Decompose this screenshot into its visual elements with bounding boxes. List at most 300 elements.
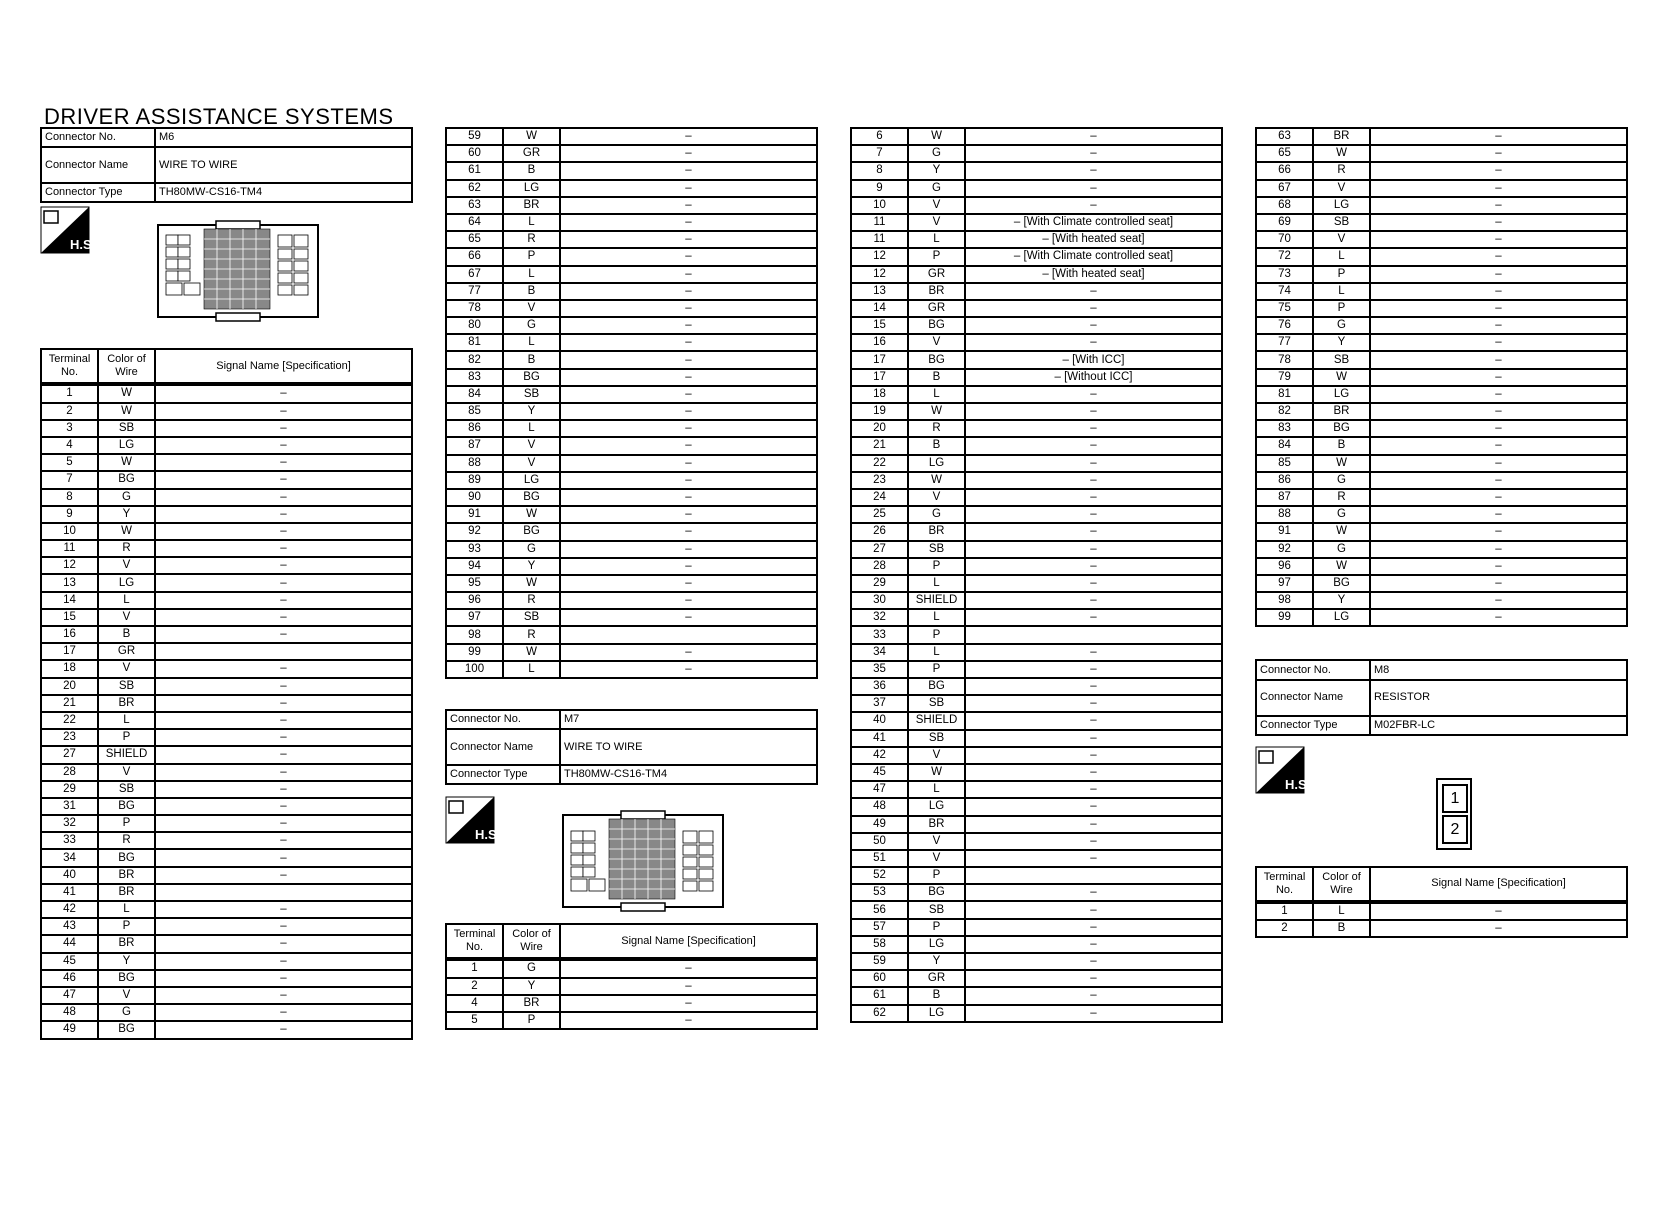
signal-cell: –: [560, 248, 817, 265]
table-row: [41, 1004, 412, 1021]
terminal-table-m6-b: [445, 127, 818, 679]
wire-color-cell: SB: [908, 901, 965, 918]
wire-color-cell: BG: [908, 317, 965, 334]
signal-cell: –: [155, 385, 412, 402]
signal-cell: –: [1370, 575, 1627, 592]
wire-color-cell: LG: [1313, 609, 1370, 626]
table-row: [851, 162, 1222, 179]
signal-cell: –: [560, 197, 817, 214]
pin-2: 2: [1442, 815, 1468, 844]
signal-cell: –: [155, 489, 412, 506]
table-row: [1256, 351, 1627, 368]
signal-cell: –: [965, 317, 1222, 334]
signal-cell: –: [155, 918, 412, 935]
terminal-header: Terminal No.: [446, 924, 503, 958]
svg-text:H.S.: H.S.: [70, 237, 96, 252]
wire-color-cell: B: [98, 626, 155, 643]
connector-name-label: Connector Name: [1256, 680, 1370, 716]
terminal-cell: 91: [1256, 523, 1313, 540]
table-row: [446, 317, 817, 334]
signal-cell: –: [965, 781, 1222, 798]
connector-info-m6: [40, 127, 413, 203]
signal-cell: – [With heated seat]: [965, 231, 1222, 248]
signal-cell: –: [560, 420, 817, 437]
terminal-cell: 59: [446, 128, 503, 145]
wire-color-cell: SB: [908, 695, 965, 712]
signal-cell: –: [560, 231, 817, 248]
table-row: [1256, 437, 1627, 454]
signal-cell: –: [560, 506, 817, 523]
table-row: [41, 987, 412, 1004]
signal-cell: –: [965, 128, 1222, 145]
harness-side-icon: [40, 206, 96, 254]
terminal-cell: 11: [851, 214, 908, 231]
connector-name-value: WIRE TO WIRE: [560, 729, 817, 765]
harness-side-icon: [1255, 746, 1311, 794]
wire-color-cell: W: [1313, 558, 1370, 575]
signal-cell: [155, 884, 412, 901]
terminal-cell: 32: [41, 815, 98, 832]
harness-side-icon: [445, 796, 501, 844]
wire-color-cell: SB: [1313, 351, 1370, 368]
signal-cell: –: [965, 592, 1222, 609]
wire-color-cell: BR: [98, 867, 155, 884]
signal-cell: –: [155, 506, 412, 523]
terminal-cell: 63: [446, 197, 503, 214]
wire-color-cell: V: [1313, 180, 1370, 197]
wire-color-cell: LG: [98, 574, 155, 591]
signal-cell: –: [1370, 283, 1627, 300]
table-row: [851, 661, 1222, 678]
wire-color-cell: P: [908, 626, 965, 643]
terminal-cell: 25: [851, 506, 908, 523]
table-row: [1256, 592, 1627, 609]
table-row: [851, 558, 1222, 575]
wire-color-cell: W: [1313, 523, 1370, 540]
terminal-cell: 40: [41, 867, 98, 884]
terminal-cell: 77: [1256, 334, 1313, 351]
signal-cell: –: [560, 609, 817, 626]
table-row: [1256, 506, 1627, 523]
terminal-cell: 29: [851, 575, 908, 592]
signal-cell: –: [155, 781, 412, 798]
table-row: [851, 901, 1222, 918]
terminal-cell: 29: [41, 781, 98, 798]
terminal-cell: 77: [446, 283, 503, 300]
wire-color-cell: Y: [1313, 334, 1370, 351]
terminal-table-header: [1255, 866, 1628, 902]
connector-name-value: WIRE TO WIRE: [155, 147, 412, 183]
signal-cell: –: [155, 935, 412, 952]
signal-cell: –: [1370, 472, 1627, 489]
table-row: [446, 334, 817, 351]
wire-color-cell: LG: [908, 936, 965, 953]
table-row: [41, 815, 412, 832]
wire-color-cell: SHIELD: [908, 592, 965, 609]
wire-color-cell: V: [98, 764, 155, 781]
svg-text:H.S.: H.S.: [475, 827, 501, 842]
wire-color-cell: B: [908, 369, 965, 386]
wire-color-cell: BG: [98, 970, 155, 987]
signal-cell: –: [965, 644, 1222, 661]
wire-color-cell: V: [503, 437, 560, 454]
wire-color-cell: W: [503, 644, 560, 661]
signal-cell: –: [1370, 197, 1627, 214]
signal-cell: –: [965, 334, 1222, 351]
terminal-cell: 66: [1256, 162, 1313, 179]
color-header: Color of Wire: [1313, 867, 1370, 901]
terminal-cell: 33: [851, 626, 908, 643]
wire-color-cell: W: [503, 575, 560, 592]
terminal-cell: 42: [851, 747, 908, 764]
terminal-cell: 61: [446, 162, 503, 179]
signal-cell: –: [965, 661, 1222, 678]
wire-color-cell: LG: [1313, 197, 1370, 214]
signal-cell: –: [155, 987, 412, 1004]
table-row: [851, 781, 1222, 798]
table-row: [1256, 609, 1627, 626]
terminal-cell: 97: [446, 609, 503, 626]
wire-color-cell: G: [908, 180, 965, 197]
wire-color-cell: R: [503, 231, 560, 248]
table-row: [41, 1021, 412, 1038]
signal-cell: –: [560, 455, 817, 472]
signal-cell: –: [965, 575, 1222, 592]
table-row: [446, 283, 817, 300]
wire-color-cell: R: [908, 420, 965, 437]
wire-color-cell: BG: [98, 1021, 155, 1038]
terminal-cell: 2: [446, 978, 503, 995]
table-row: [41, 746, 412, 763]
table-row: [1256, 266, 1627, 283]
wire-color-cell: B: [503, 162, 560, 179]
wire-color-cell: G: [1313, 506, 1370, 523]
signal-cell: –: [965, 953, 1222, 970]
terminal-cell: 12: [851, 266, 908, 283]
terminal-cell: 94: [446, 558, 503, 575]
signal-cell: –: [965, 523, 1222, 540]
table-row: [446, 558, 817, 575]
signal-header: Signal Name [Specification]: [560, 924, 817, 958]
wire-color-cell: SB: [98, 781, 155, 798]
signal-cell: –: [965, 437, 1222, 454]
terminal-cell: 9: [41, 506, 98, 523]
table-row: [851, 266, 1222, 283]
pin-1: 1: [1442, 784, 1468, 813]
signal-cell: –: [965, 541, 1222, 558]
table-row: [1256, 231, 1627, 248]
wire-color-cell: BG: [908, 351, 965, 368]
signal-cell: –: [965, 1005, 1222, 1022]
connector-no-label: Connector No.: [1256, 660, 1370, 679]
signal-cell: –: [965, 936, 1222, 953]
signal-cell: –: [560, 995, 817, 1012]
table-row: [851, 180, 1222, 197]
wire-color-cell: L: [908, 231, 965, 248]
wire-color-cell: L: [98, 712, 155, 729]
wire-color-cell: V: [908, 747, 965, 764]
table-row: [446, 180, 817, 197]
terminal-cell: 90: [446, 489, 503, 506]
wire-color-cell: P: [98, 815, 155, 832]
wire-color-cell: G: [1313, 317, 1370, 334]
table-row: [851, 867, 1222, 884]
table-row: [41, 970, 412, 987]
signal-cell: –: [155, 678, 412, 695]
signal-cell: –: [155, 867, 412, 884]
connector-type-label: Connector Type: [1256, 716, 1370, 735]
terminal-cell: 56: [851, 901, 908, 918]
terminal-cell: 86: [446, 420, 503, 437]
signal-cell: [965, 867, 1222, 884]
table-row: [41, 437, 412, 454]
wire-color-cell: G: [908, 145, 965, 162]
terminal-cell: 7: [851, 145, 908, 162]
table-row: [41, 901, 412, 918]
terminal-cell: 85: [446, 403, 503, 420]
terminal-cell: 5: [446, 1012, 503, 1029]
table-row: [1256, 489, 1627, 506]
table-row: [851, 644, 1222, 661]
table-row: [41, 695, 412, 712]
terminal-cell: 21: [851, 437, 908, 454]
terminal-cell: 28: [41, 764, 98, 781]
signal-cell: –: [1370, 180, 1627, 197]
table-row: [446, 266, 817, 283]
wire-color-cell: W: [1313, 455, 1370, 472]
signal-cell: –: [965, 558, 1222, 575]
signal-cell: –: [1370, 334, 1627, 351]
terminal-cell: 9: [851, 180, 908, 197]
table-row: [851, 850, 1222, 867]
terminal-cell: 49: [851, 816, 908, 833]
signal-cell: –: [1370, 317, 1627, 334]
table-row: [446, 626, 817, 643]
table-row: [41, 867, 412, 884]
terminal-cell: 83: [446, 369, 503, 386]
table-row: [851, 369, 1222, 386]
wire-color-cell: SB: [1313, 214, 1370, 231]
terminal-cell: 37: [851, 695, 908, 712]
table-row: [41, 678, 412, 695]
signal-cell: –: [560, 162, 817, 179]
signal-cell: –: [560, 437, 817, 454]
wire-color-cell: L: [908, 644, 965, 661]
wire-color-cell: L: [98, 901, 155, 918]
terminal-cell: 27: [851, 541, 908, 558]
terminal-cell: 50: [851, 833, 908, 850]
wire-color-cell: Y: [908, 162, 965, 179]
signal-cell: –: [1370, 351, 1627, 368]
terminal-table-m7-c: [1255, 127, 1628, 627]
wire-color-cell: SHIELD: [908, 712, 965, 729]
wire-color-cell: BG: [503, 489, 560, 506]
connector-diagram-m8: [1436, 778, 1472, 850]
terminal-cell: 48: [41, 1004, 98, 1021]
wire-color-cell: G: [503, 317, 560, 334]
signal-header: Signal Name [Specification]: [155, 349, 412, 383]
wire-color-cell: BR: [98, 884, 155, 901]
signal-cell: –: [965, 970, 1222, 987]
table-row: [851, 403, 1222, 420]
signal-cell: –: [965, 386, 1222, 403]
table-row: [1256, 523, 1627, 540]
terminal-cell: 48: [851, 798, 908, 815]
terminal-cell: 67: [1256, 180, 1313, 197]
signal-cell: –: [155, 901, 412, 918]
signal-cell: –: [1370, 403, 1627, 420]
table-row: [851, 541, 1222, 558]
terminal-cell: 65: [446, 231, 503, 248]
terminal-cell: 31: [41, 798, 98, 815]
signal-cell: –: [155, 1004, 412, 1021]
wire-color-cell: BG: [1313, 575, 1370, 592]
terminal-cell: 24: [851, 489, 908, 506]
terminal-cell: 87: [446, 437, 503, 454]
wire-color-cell: G: [98, 489, 155, 506]
wire-color-cell: W: [98, 403, 155, 420]
signal-cell: –: [965, 420, 1222, 437]
terminal-cell: 76: [1256, 317, 1313, 334]
wire-color-cell: V: [908, 334, 965, 351]
connector-diagram-m6: [156, 221, 320, 326]
wire-color-cell: P: [908, 661, 965, 678]
wire-color-cell: W: [98, 454, 155, 471]
signal-cell: –: [155, 540, 412, 557]
table-row: [41, 832, 412, 849]
signal-cell: –: [155, 849, 412, 866]
terminal-cell: 11: [41, 540, 98, 557]
terminal-cell: 66: [446, 248, 503, 265]
terminal-cell: 98: [446, 626, 503, 643]
table-row: [851, 506, 1222, 523]
table-row: [1256, 162, 1627, 179]
table-row: [446, 592, 817, 609]
signal-cell: –: [965, 609, 1222, 626]
wire-color-cell: W: [908, 764, 965, 781]
table-row: [1256, 317, 1627, 334]
table-row: [851, 351, 1222, 368]
wire-color-cell: Y: [908, 953, 965, 970]
signal-cell: –: [560, 644, 817, 661]
terminal-cell: 27: [41, 746, 98, 763]
wire-color-cell: V: [98, 987, 155, 1004]
terminal-cell: 35: [851, 661, 908, 678]
wire-color-cell: P: [908, 248, 965, 265]
terminal-cell: 92: [446, 523, 503, 540]
wire-color-cell: B: [908, 987, 965, 1004]
terminal-cell: 1: [41, 385, 98, 402]
wire-color-cell: LG: [503, 180, 560, 197]
table-row: [446, 506, 817, 523]
signal-cell: –: [965, 197, 1222, 214]
table-row: [41, 626, 412, 643]
terminal-cell: 47: [41, 987, 98, 1004]
table-row: [851, 987, 1222, 1004]
table-row: [851, 334, 1222, 351]
table-row: [851, 970, 1222, 987]
wire-color-cell: V: [908, 850, 965, 867]
wire-color-cell: B: [503, 351, 560, 368]
signal-cell: –: [1370, 592, 1627, 609]
table-row: [446, 455, 817, 472]
wire-color-cell: L: [908, 575, 965, 592]
connector-no-value: M6: [155, 128, 412, 147]
table-row: [1256, 180, 1627, 197]
connector-no-label: Connector No.: [41, 128, 155, 147]
wire-color-cell: P: [1313, 266, 1370, 283]
wire-color-cell: BG: [98, 471, 155, 488]
wire-color-cell: L: [1313, 248, 1370, 265]
terminal-table-m8: [1255, 902, 1628, 938]
signal-cell: –: [965, 472, 1222, 489]
signal-cell: –: [1370, 920, 1627, 937]
wire-color-cell: BG: [98, 849, 155, 866]
terminal-cell: 10: [851, 197, 908, 214]
wire-color-cell: L: [503, 661, 560, 678]
terminal-cell: 17: [41, 643, 98, 660]
wire-color-cell: L: [503, 334, 560, 351]
table-row: [851, 197, 1222, 214]
wire-color-cell: G: [503, 960, 560, 977]
wire-color-cell: L: [908, 781, 965, 798]
terminal-cell: 51: [851, 850, 908, 867]
signal-cell: –: [1370, 903, 1627, 920]
table-row: [446, 995, 817, 1012]
table-row: [851, 248, 1222, 265]
terminal-table-m7-b: [850, 127, 1223, 1023]
terminal-cell: 1: [1256, 903, 1313, 920]
signal-cell: –: [560, 661, 817, 678]
table-row: [41, 557, 412, 574]
terminal-cell: 30: [851, 592, 908, 609]
table-row: [851, 128, 1222, 145]
signal-cell: –: [1370, 162, 1627, 179]
wire-color-cell: R: [1313, 162, 1370, 179]
signal-cell: –: [155, 660, 412, 677]
signal-cell: –: [155, 695, 412, 712]
signal-cell: –: [560, 523, 817, 540]
table-row: [446, 541, 817, 558]
terminal-cell: 3: [41, 420, 98, 437]
terminal-cell: 8: [851, 162, 908, 179]
wire-color-cell: Y: [503, 403, 560, 420]
table-row: [851, 1005, 1222, 1022]
terminal-cell: 43: [41, 918, 98, 935]
table-row: [41, 935, 412, 952]
terminal-cell: 13: [41, 574, 98, 591]
wire-color-cell: P: [908, 558, 965, 575]
wire-color-cell: LG: [503, 472, 560, 489]
wire-color-cell: BR: [98, 695, 155, 712]
terminal-cell: 26: [851, 523, 908, 540]
signal-cell: –: [965, 884, 1222, 901]
wire-color-cell: V: [908, 489, 965, 506]
terminal-cell: 17: [851, 369, 908, 386]
wire-color-cell: GR: [908, 300, 965, 317]
table-row: [41, 849, 412, 866]
terminal-cell: 72: [1256, 248, 1313, 265]
table-row: [851, 145, 1222, 162]
wire-color-cell: G: [1313, 472, 1370, 489]
signal-cell: –: [560, 317, 817, 334]
terminal-cell: 57: [851, 919, 908, 936]
wire-color-cell: LG: [908, 798, 965, 815]
terminal-cell: 58: [851, 936, 908, 953]
signal-cell: –: [155, 609, 412, 626]
table-row: [446, 609, 817, 626]
terminal-cell: 14: [851, 300, 908, 317]
